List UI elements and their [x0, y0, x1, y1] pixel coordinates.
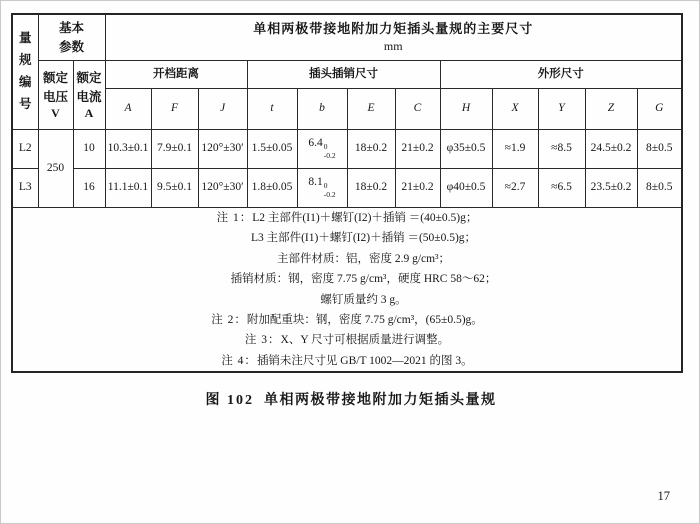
- col-header-A: A: [105, 89, 151, 130]
- notes-section: [12, 208, 682, 373]
- note-line: 主部件材质：铝，密度 2.9 g/cm³；: [276, 252, 451, 265]
- value-G: 8±0.5: [637, 169, 682, 208]
- rated-voltage-unit: V: [51, 105, 60, 120]
- note-line: 注 2：附加配重块：钢，密度 7.75 g/cm³，(65±0.5)g。: [211, 314, 483, 327]
- value-b: 8.1 0 -0.2: [297, 169, 347, 208]
- col-header-J: J: [198, 89, 247, 130]
- rated-current-unit: A: [84, 105, 94, 120]
- table-unit: mm: [383, 38, 403, 53]
- value-E: 18±0.2: [347, 169, 395, 208]
- group-header-gap-distance: 开档距离: [105, 61, 247, 89]
- col-header-X: X: [492, 89, 538, 130]
- col-header-Y: Y: [538, 89, 585, 130]
- col-header-E: E: [347, 89, 395, 130]
- value-Z: 24.5±0.2: [585, 130, 637, 169]
- rated-voltage-value: 250: [38, 130, 73, 208]
- rated-current-value: 16: [73, 169, 105, 208]
- value-Z: 23.5±0.2: [585, 169, 637, 208]
- page-number: 17: [657, 489, 670, 503]
- dimension-table: [11, 13, 683, 373]
- basic-params-header: 基本参数: [58, 21, 84, 54]
- col-header-C: C: [395, 89, 440, 130]
- col-header-H: H: [440, 89, 492, 130]
- value-Y: ≈8.5: [538, 130, 585, 169]
- value-F: 7.9±0.1: [151, 130, 198, 169]
- tolerance-stack: 0 -0.2: [323, 181, 336, 199]
- value-F: 9.5±0.1: [151, 169, 198, 208]
- rated-current-label: 额定电流: [76, 71, 102, 104]
- value-G: 8±0.5: [637, 130, 682, 169]
- note-line: 螺钉质量约 3 g。: [320, 293, 407, 306]
- col-header-t: t: [247, 89, 297, 130]
- group-header-outline-dimensions: 外形尺寸: [440, 61, 682, 89]
- value-t: 1.8±0.05: [247, 169, 297, 208]
- note-line: L3 主部件(I1)＋螺钉(I2)＋插销 ＝(50±0.5)g；: [250, 232, 477, 245]
- value-J: 120°±30′: [198, 130, 247, 169]
- value-Y: ≈6.5: [538, 169, 585, 208]
- rated-voltage-header-cell: [38, 61, 73, 130]
- table-title-cell: [105, 14, 682, 61]
- value-X: ≈1.9: [492, 130, 538, 169]
- value-X: ≈2.7: [492, 169, 538, 208]
- value-C: 21±0.2: [395, 130, 440, 169]
- table-row-L3: [12, 169, 682, 208]
- value-H: φ35±0.5: [440, 130, 492, 169]
- value-b: 6.4 0 -0.2: [297, 130, 347, 169]
- gauge-id: L3: [12, 169, 38, 208]
- figure-title: 单相两极带接地附加力矩插头量规: [264, 393, 497, 408]
- table-row-L2: [12, 130, 682, 169]
- note-line: 插销材质：钢，密度 7.75 g/cm³，硬度 HRC 58～62；: [230, 273, 497, 286]
- col-header-F: F: [151, 89, 198, 130]
- figure-number: 图 102: [205, 393, 254, 408]
- note-line: 注 1：L2 主部件(I1)＋螺钉(I2)＋插销 ＝(40±0.5)g；: [216, 212, 478, 224]
- value-H: φ40±0.5: [440, 169, 492, 208]
- gauge-number-header: 量规编号: [18, 31, 32, 111]
- value-E: 18±0.2: [347, 130, 395, 169]
- value-C: 21±0.2: [395, 169, 440, 208]
- value-A: 11.1±0.1: [105, 169, 151, 208]
- value-A: 10.3±0.1: [105, 130, 151, 169]
- note-line: 注 4：插销未注尺寸见 GB/T 1002—2021 的图 3。: [221, 354, 473, 367]
- basic-params-header-cell: [38, 14, 105, 61]
- value-J: 120°±30′: [198, 169, 247, 208]
- gauge-number-header-cell: [12, 14, 38, 130]
- col-header-G: G: [637, 89, 682, 130]
- group-header-pin-dimensions: 插头插销尺寸: [247, 61, 440, 89]
- value-t: 1.5±0.05: [247, 130, 297, 169]
- col-header-Z: Z: [585, 89, 637, 130]
- col-header-b: b: [297, 89, 347, 130]
- rated-voltage-label: 额定电压: [42, 71, 68, 104]
- rated-current-header-cell: [73, 61, 105, 130]
- gauge-id: L2: [12, 130, 38, 169]
- figure-caption: [1, 389, 700, 409]
- table-title: 单相两极带接地附加力矩插头量规的主要尺寸: [253, 20, 534, 36]
- tolerance-stack: 0 -0.2: [323, 142, 336, 160]
- note-line: 注 3：X、Y 尺寸可根据质量进行调整。: [244, 334, 450, 347]
- rated-current-value: 10: [73, 130, 105, 169]
